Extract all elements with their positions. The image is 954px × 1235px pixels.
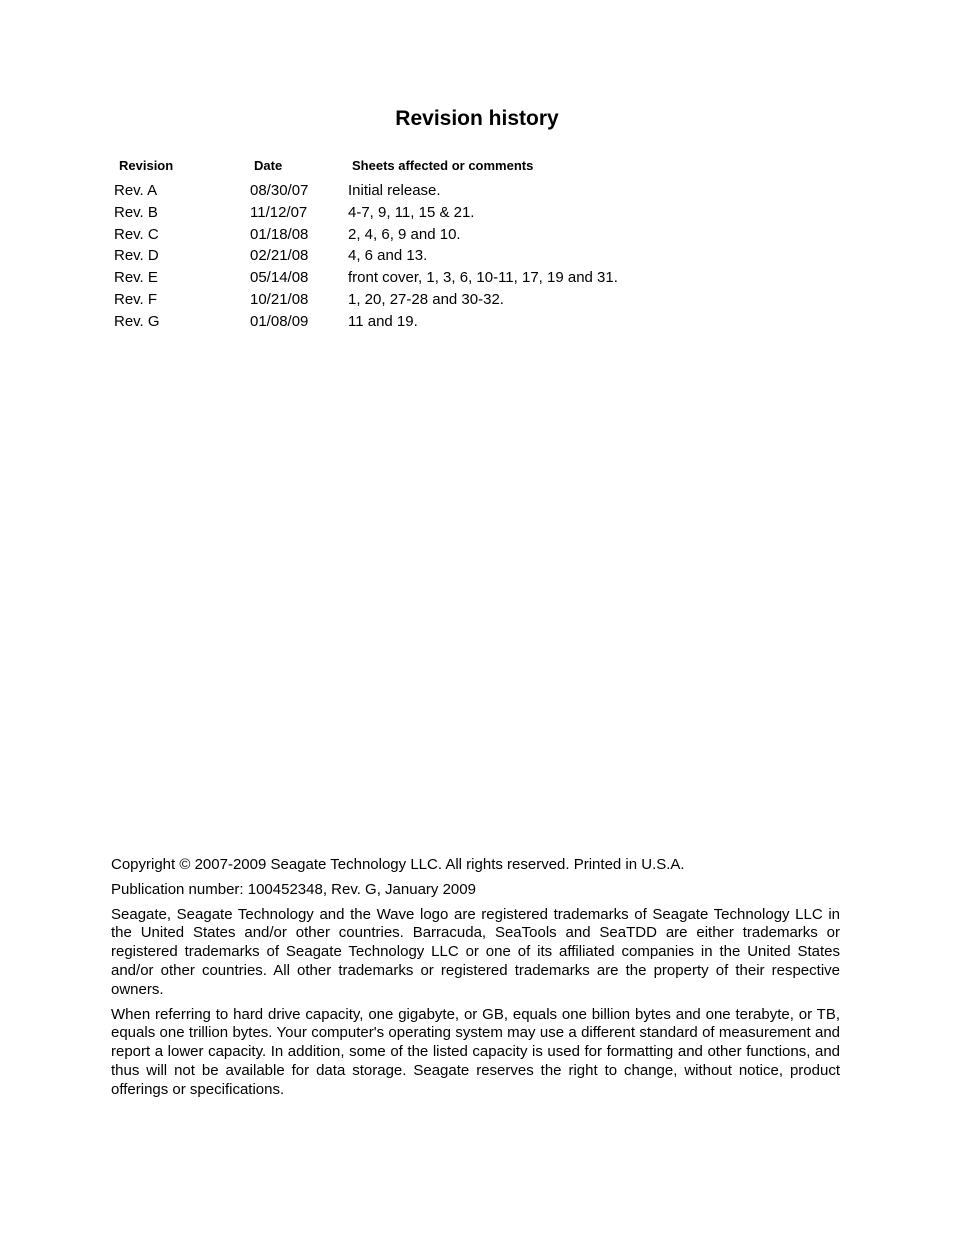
row-revision: Rev. E — [114, 269, 158, 287]
copyright-line: Copyright © 2007-2009 Seagate Technology LLC. All rights reserved. Printed in U.S.A. — [111, 856, 685, 873]
table-header — [114, 158, 674, 176]
row-date: 01/08/09 — [250, 312, 309, 330]
table-row — [114, 204, 674, 226]
publication-number: Publication number: 100452348, Rev. G, January 2009 — [111, 880, 476, 898]
row-comments: 1, 20, 27-28 and 30-32. — [348, 290, 504, 308]
legal-notices — [111, 856, 840, 1106]
row-comments: 4-7, 9, 11, 15 & 21. — [348, 203, 475, 221]
row-date: 11/12/07 — [250, 203, 308, 221]
row-comments: 11 and 19. — [348, 312, 418, 330]
header-revision: Revision — [119, 158, 174, 173]
table-row — [114, 291, 674, 313]
table-row — [114, 182, 674, 204]
table-row — [114, 313, 674, 335]
row-revision: Rev. D — [114, 247, 159, 265]
row-date: 05/14/08 — [250, 269, 309, 287]
table-row — [114, 247, 674, 269]
row-revision: Rev. B — [114, 203, 158, 221]
table-body — [114, 182, 674, 335]
row-revision: Rev. G — [114, 312, 160, 330]
table-row — [114, 269, 674, 291]
row-revision: Rev. A — [114, 182, 158, 199]
row-date: 02/21/08 — [250, 247, 309, 265]
row-comments: 4, 6 and 13. — [348, 247, 428, 265]
row-comments: Initial release. — [348, 182, 441, 199]
table-row — [114, 226, 674, 248]
row-comments: front cover, 1, 3, 6, 10-11, 17, 19 and 31. — [348, 269, 618, 287]
row-date: 10/21/08 — [250, 290, 309, 308]
revision-table — [114, 158, 674, 335]
row-comments: 2, 4, 6, 9 and 10. — [348, 225, 461, 243]
row-revision: Rev. F — [114, 290, 158, 308]
row-date: 01/18/08 — [250, 225, 309, 243]
page-title: Revision history — [395, 107, 559, 130]
capacity-notice: When referring to hard drive capacity, one gigabyte, or GB, equals one billion bytes and one terabyte, or TB, equals one trillion bytes. Your computer's operating system may use a different standard of measurement and report a lower capacity. In addition, some of the listed capacity is used for formatting and other functions, and thus will not be available for data storage. Seagate reserves the right to change, without notice, product offerings or specifications. — [111, 1005, 840, 1098]
trademark-notice: Seagate, Seagate Technology and the Wave logo are registered trademarks of Seagate Technology LLC in the United States and/or other countries. Barracuda, SeaTools and SeaTDD are either trademarks or registered trademarks of Seagate Technology LLC or one of its affiliated companies in the United States and/or other countries. All other trademarks or registered trademarks are the property of their respective owners. — [111, 905, 840, 998]
header-date: Date — [254, 158, 283, 173]
header-comments: Sheets affected or comments — [352, 158, 534, 173]
row-revision: Rev. C — [114, 225, 159, 243]
row-date: 08/30/07 — [250, 182, 309, 199]
